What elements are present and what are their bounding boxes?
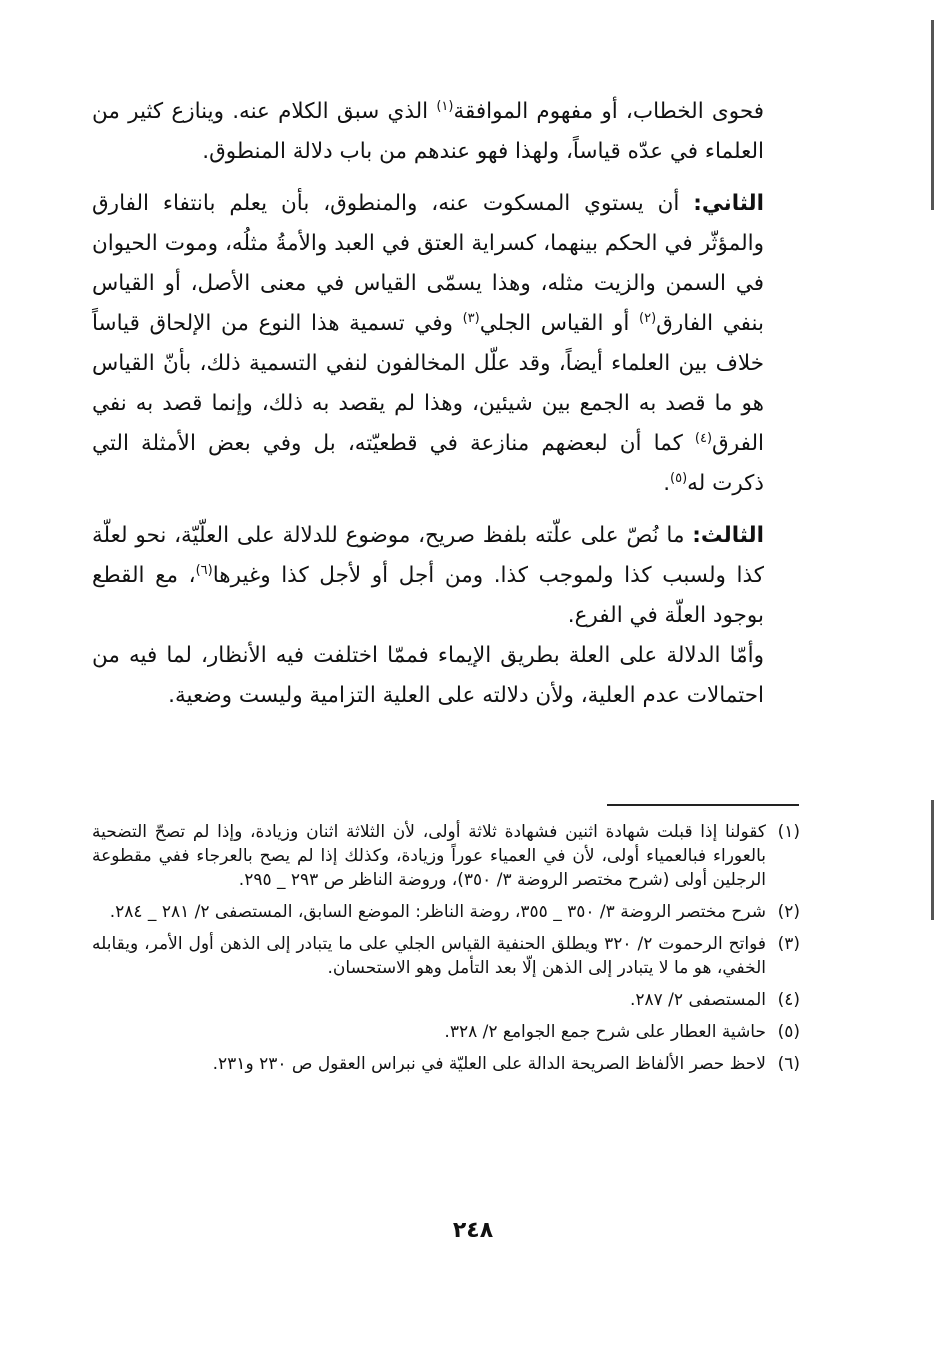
footnote-number: (٦) [777,1054,800,1074]
main-text [92,92,764,716]
footnote-2 [92,900,800,924]
paragraph-lead: الثاني: [693,191,764,216]
footnote-number: (٥) [777,1022,800,1042]
paragraph-text: أن يستوي المسكوت عنه، والمنطوق، بأن يعلم بانتفاء الفارق والمؤثّر في الحكم بينهما، كسراية العتق في العبد والأمةُ مثلُه، وموت الحيوان في السمن والزيت مثله، وهذا يسمّى القياس في معنى الأصل، أو القياس بنفي الفارق [92,191,765,336]
footnote-3 [92,932,800,980]
paragraph-text: وأمّا الدلالة على العلة بطريق الإيماء فممّا اختلفت فيه الأنظار، لما فيه من احتمالات عدم العلية، ولأن دلالته على العلية التزامية وليست وضعية. [92,643,764,708]
footnote-4 [92,988,800,1012]
footnote-ref-3: (٣) [462,310,480,326]
footnote-text: لاحظ حصر الألفاظ الصريحة الدالة على العليّة في نبراس العقول ص ٢٣٠ و٢٣١. [212,1054,766,1074]
footnotes [92,820,800,1084]
paragraph-text: ، مع القطع بوجود العلّة في الفرع. [92,563,764,628]
paragraph-text: أو القياس الجلي [479,311,639,336]
paragraph-text: وفي تسمية هذا النوع من الإلحاق قياساً خلاف بين العلماء أيضاً، وقد علّل المخالفون لنفي التسمية ذلك، بأنّ القياس هو ما قصد به الجمع بين شيئين، وهذا لم يقصد به ذلك، وإنما قصد به نفي الفرق [92,311,764,456]
footnote-ref-6: (٦) [195,562,213,578]
paragraph-second [92,184,764,504]
paragraph-fourth [92,636,764,716]
footnote-ref-1: (١) [436,98,454,114]
footnote-text: المستصفى ٢/ ٢٨٧. [629,990,766,1010]
footnote-ref-4: (٤) [694,430,713,446]
footnote-number: (٣) [777,934,800,954]
footnote-text: فواتح الرحموت ٢/ ٣٢٠ ويطلق الحنفية القياس الجلي على ما يتبادر إلى الذهن أول الأمر، ويقابله الخفي، هو ما لا يتبادر إلى الذهن إلّا بعد التأمل وهو الاستحسان. [92,934,766,978]
paragraph-text: كما أن لبعضهم منازعة في قطعيّته، بل وفي بعض الأمثلة التي ذكرت له [92,431,764,496]
paragraph-lead: الثالث: [692,523,764,548]
footnote-6 [92,1052,800,1076]
footnote-text: كقولنا إذا قبلت شهادة اثنين فشهادة ثلاثة أولى، لأن الثلاثة اثنان وزيادة، وإذا لم تصحّ التضحية بالعوراء فبالعمياء أولى، لأن في العمياء عوراً وزيادة، وكذلك إذا لم يصح بالعرجاء ففي مقطوعة الرجلين أولى (شرح مختصر الروضة ٣/ ٣٥٠)، وروضة الناظر ص ٢٩٣ _ ٢٩٥. [92,822,766,890]
footnote-ref-2: (٢) [639,310,657,326]
paragraph-text: الذي سبق الكلام عنه. وينازع كثير من العلماء في عدّه قياساً، ولهذا فهو عندهم من باب دلالة المنطوق. [92,99,764,164]
footnote-1 [92,820,800,892]
paragraph-third [92,516,764,636]
footnote-ref-5: (٥) [670,470,688,486]
paragraph-text: ما نُصّ على علّته بلفظ صريح، موضوع للدلالة على العلّيّة، نحو لعلّة كذا ولسبب كذا ولموجب كذا. ومن أجل أو لأجل كذا وغيرها [92,523,765,588]
paragraph-intro [92,92,764,172]
scan-edge-mark [931,800,934,920]
paragraph-text: . [663,471,671,496]
footnote-5 [92,1020,800,1044]
page-number: ٢٤٨ [452,1218,494,1243]
footnote-text: شرح مختصر الروضة ٣/ ٣٥٠ _ ٣٥٥، روضة الناظر: الموضع السابق، المستصفى ٢/ ٢٨١ _ ٢٨٤. [109,902,766,922]
scan-edge-mark [931,20,934,210]
paragraph-text: فحوى الخطاب، أو مفهوم الموافقة [453,99,764,124]
footnote-number: (١) [777,822,800,842]
footnote-number: (٢) [777,902,800,922]
footnote-text: حاشية العطار على شرح جمع الجوامع ٢/ ٣٢٨. [444,1022,766,1042]
footnote-number: (٤) [777,990,800,1010]
footnote-divider [607,804,799,806]
